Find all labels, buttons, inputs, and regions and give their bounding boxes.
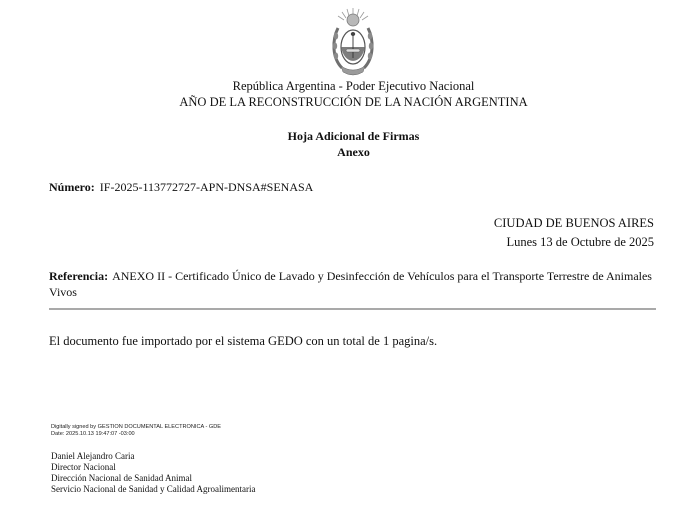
header-year-motto: AÑO DE LA RECONSTRUCCIÓN DE LA NACIÓN ARGENTINA xyxy=(179,95,528,109)
divider xyxy=(49,308,656,310)
place-date: Lunes 13 de Octubre de 2025 xyxy=(506,235,654,249)
reference-value: ANEXO II - Certificado Único de Lavado y Desinfección de Vehículos para el Transporte Terrestre de Animales Vivos xyxy=(49,269,652,299)
signer-block xyxy=(51,451,255,495)
signer-agency: Servicio Nacional de Sanidad y Calidad Agroalimentaria xyxy=(51,484,256,494)
document-subtitle: Anexo xyxy=(337,145,370,159)
signer-role: Director Nacional xyxy=(51,462,116,472)
document-number xyxy=(49,180,313,195)
header-government-line: República Argentina - Poder Ejecutivo Nacional xyxy=(232,79,475,93)
digital-signature-date: Date: 2025.10.13 19:47:07 -03:00 xyxy=(51,431,135,437)
body-text: El documento fue importado por el sistema GEDO con un total de 1 pagina/s. xyxy=(49,334,438,348)
digital-signature-stamp xyxy=(51,424,221,438)
document-title: Hoja Adicional de Firmas xyxy=(287,129,420,143)
coat-of-arms-icon xyxy=(328,6,378,78)
signer-office: Dirección Nacional de Sanidad Animal xyxy=(51,473,192,483)
place-city: CIUDAD DE BUENOS AIRES xyxy=(493,216,654,230)
document-number-label: Número: xyxy=(49,180,95,194)
digital-signature-line: Digitally signed by GESTION DOCUMENTAL ELECTRONICA - GDE xyxy=(51,424,222,430)
reference-label: Referencia: xyxy=(49,269,109,283)
signer-name: Daniel Alejandro Caria xyxy=(51,451,135,461)
reference xyxy=(49,269,657,300)
document-number-value: IF-2025-113772727-APN-DNSA#SENASA xyxy=(99,180,314,194)
